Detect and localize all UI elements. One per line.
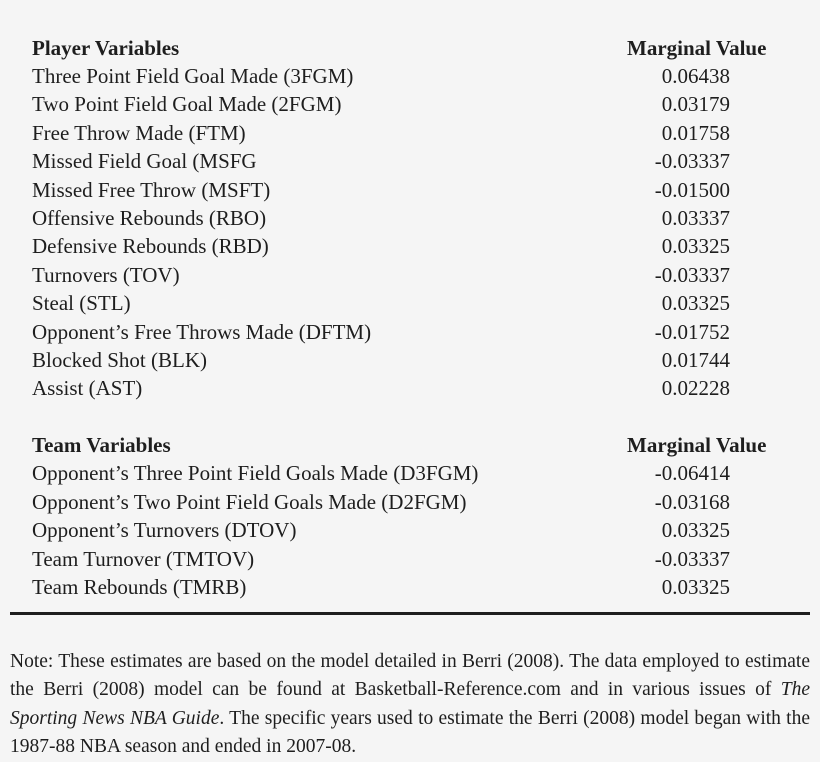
marginal-value: 0.06438 [661,64,730,88]
table-row [32,90,772,118]
table-row [32,147,772,175]
variable-label: Assist (AST) [32,376,143,401]
marginal-value: 0.03325 [661,291,730,316]
marginal-value: 0.03179 [661,92,730,117]
marginal-value: -0.03168 [654,489,730,514]
variable-label: Two Point Field Goal Made (2FGM) [32,92,342,117]
variable-label: Turnovers (TOV) [32,262,180,287]
variable-label: Steal (STL) [32,291,131,316]
marginal-value: 0.03337 [661,206,730,230]
table-row [32,62,772,90]
marginal-value: -0.03337 [654,546,730,571]
variable-label: Missed Free Throw (MSFT) [32,177,271,202]
team-variables-header [32,431,772,459]
marginal-value: 0.02228 [661,376,730,401]
variable-label: Offensive Rebounds (RBO) [32,206,267,230]
table-row [32,119,772,147]
player-variables-header [32,34,772,62]
marginal-value: 0.03325 [661,575,730,599]
variable-label: Missed Field Goal (MSFG [32,149,257,174]
marginal-value: -0.06414 [654,461,730,486]
note-publication-title: The Sporting News NBA Guide [10,679,810,729]
table-row [32,374,772,402]
table-row [32,176,772,204]
column-header-marginal-value: Marginal Value [627,36,767,60]
table-row [32,346,772,374]
section-title: Team Variables [32,433,171,457]
marginal-value: -0.03337 [654,262,730,287]
note-text-continued: . The specific years used to estimate the Berri (2008) model began with the 1987-88 NBA season and ended in 2007-08. [10,707,811,757]
variable-label: Team Rebounds (TMRB) [32,575,247,599]
table-row [32,261,772,289]
table-row [32,545,772,573]
variable-label: Opponent’s Turnovers (DTOV) [32,518,297,543]
marginal-value: 0.01744 [661,348,730,372]
marginal-value: -0.03337 [654,149,730,174]
variable-label: Blocked Shot (BLK) [32,348,207,372]
table-row [32,204,772,232]
table-bottom-rule [10,612,810,615]
variable-label: Opponent’s Two Point Field Goals Made (D2FGM) [32,489,467,514]
marginal-value: 0.03325 [661,234,730,259]
column-header-marginal-value: Marginal Value [627,433,767,457]
marginal-value: 0.03325 [661,518,730,543]
marginal-value: 0.01758 [661,120,730,145]
section-title: Player Variables [32,36,180,60]
table-note [10,648,810,762]
variable-label: Three Point Field Goal Made (3FGM) [32,64,354,88]
variable-label: Opponent’s Three Point Field Goals Made (D3FGM) [32,461,479,486]
table-row [32,459,772,487]
marginal-value: -0.01500 [654,177,730,202]
table-row [32,516,772,544]
table-row [32,289,772,317]
variable-label: Team Turnover (TMTOV) [32,546,255,571]
table-row [32,318,772,346]
table-row [32,573,772,601]
variable-label: Opponent’s Free Throws Made (DFTM) [32,319,372,344]
marginal-value: -0.01752 [654,319,730,344]
table-row [32,232,772,260]
note-text: Note: These estimates are based on the model detailed in Berri (2008). The data employed to estimate the Berri (2008) model can be found at Basketball-Reference.com and in various issues of [10,650,810,700]
variable-label: Free Throw Made (FTM) [32,120,246,145]
table-row [32,488,772,516]
variable-label: Defensive Rebounds (RBD) [32,234,269,259]
